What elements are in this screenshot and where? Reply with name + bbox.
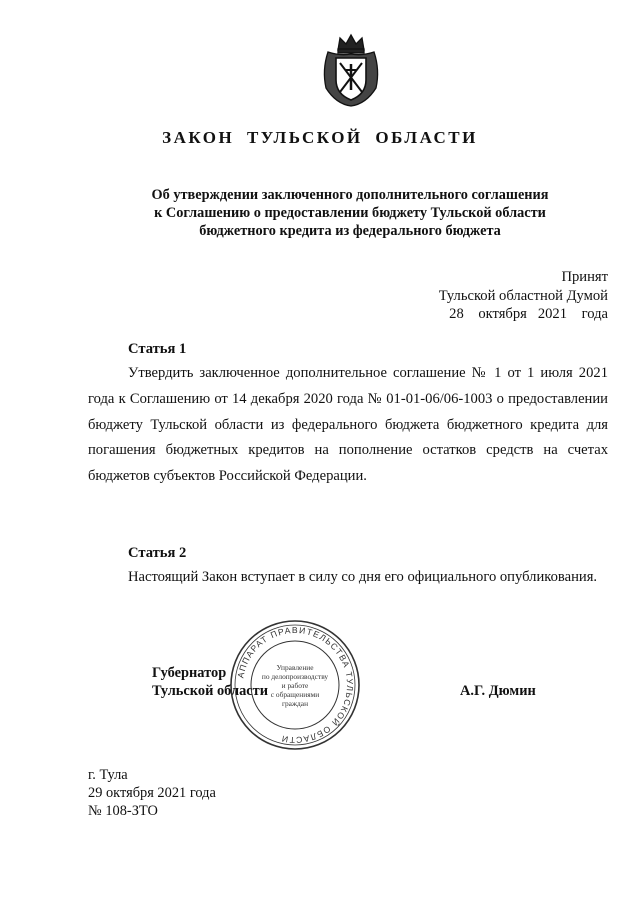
coat-of-arms-emblem xyxy=(318,30,384,108)
adopted-body: Тульской областной Думой xyxy=(438,287,608,304)
svg-text:и работе: и работе xyxy=(281,681,309,690)
subject-line: бюджетного кредита из федерального бюджета xyxy=(199,223,501,239)
svg-text:Управление: Управление xyxy=(276,663,314,672)
adopted-date: 28 октября 2021 года xyxy=(449,306,608,322)
document-footer xyxy=(88,766,216,820)
svg-text:по делопроизводству: по делопроизводству xyxy=(261,672,329,681)
article-2-heading: Статья 2 xyxy=(128,545,187,561)
signatory-name: А.Г. Дюмин xyxy=(460,683,536,699)
law-title: ЗАКОН ТУЛЬСКОЙ ОБЛАСТИ xyxy=(162,128,478,147)
signatory-title-line: Тульской области xyxy=(152,683,269,699)
svg-text:с обращениями: с обращениями xyxy=(270,690,320,699)
subject-line: Об утверждении заключенного дополнительного соглашения xyxy=(151,187,549,203)
subject-line: к Соглашению о предоставлении бюджету Тульской области xyxy=(154,205,546,221)
signing-date: 29 октября 2021 года xyxy=(88,785,216,801)
law-subject xyxy=(100,186,600,240)
svg-text:АППАРАТ ПРАВИТЕЛЬСТВА ТУЛЬСКОЙ: АППАРАТ ПРАВИТЕЛЬСТВА ТУЛЬСКОЙ ОБЛАСТИ xyxy=(235,624,356,746)
official-stamp xyxy=(226,616,364,754)
law-number: № 108-ЗТО xyxy=(88,803,158,819)
adoption-block xyxy=(439,268,608,324)
svg-text:граждан: граждан xyxy=(281,699,309,708)
signatory-title-line: Губернатор xyxy=(152,665,227,681)
article-1-heading: Статья 1 xyxy=(128,341,187,357)
signing-city: г. Тула xyxy=(88,767,128,783)
adopted-label: Принят xyxy=(561,269,608,285)
article-2-text: Настоящий Закон вступает в силу со дня его официального опубликования. xyxy=(128,569,598,585)
article-1-text: Утвердить заключенное дополнительное соглашение № 1 от 1 июля 2021 года к Соглашению от 14 декабря 2020 года № 01-01-06/06-1003 о предоставлении бюджету Тульской области из федерального бюджета бюджетного кредита для погашения бюджетных кредитов на пополнение остатков средств на счетах бюджетов субъектов Российской Федерации. xyxy=(88,365,608,485)
